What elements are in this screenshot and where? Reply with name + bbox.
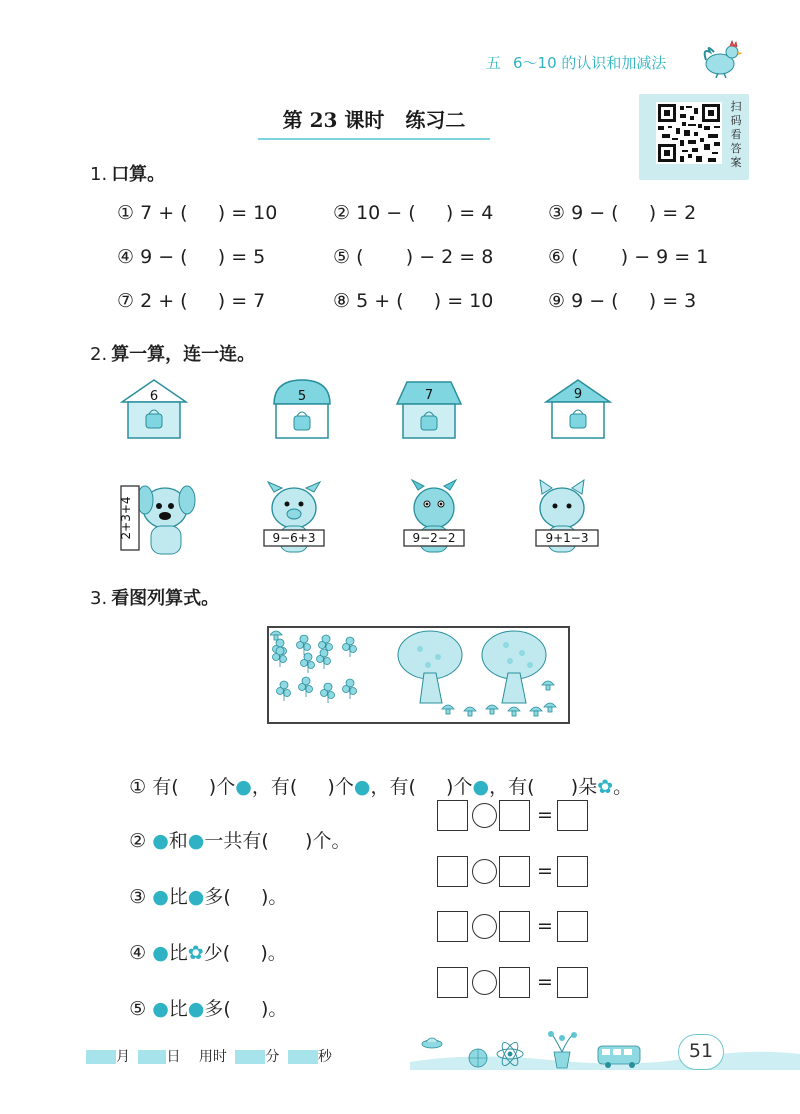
q3-sub-2: ② ●和●一共有( )个。 xyxy=(129,830,351,852)
question-3-heading: 3. 看图列算式。 xyxy=(90,588,220,609)
lesson-number: 第 23 课时 xyxy=(282,108,385,132)
q1-item-1: ① 7 + ( ) = 10 xyxy=(117,202,278,224)
lesson-title xyxy=(258,104,490,133)
minute-blank[interactable] xyxy=(235,1050,265,1064)
house-1[interactable] xyxy=(118,378,190,440)
qr-caption: 扫 码 看 答 案 xyxy=(730,100,742,169)
q1-item-7: ⑦ 2 + ( ) = 7 xyxy=(117,290,266,312)
card-3-expression: 9−2−2 xyxy=(412,531,456,545)
pear-icon: ● xyxy=(152,998,169,1020)
cat-card-4[interactable] xyxy=(528,478,604,560)
month-blank[interactable] xyxy=(86,1050,116,1064)
apple-icon: ● xyxy=(187,830,205,852)
tree-1 xyxy=(398,631,462,703)
mushroom-icon: ● xyxy=(235,776,252,798)
day-blank[interactable] xyxy=(138,1050,166,1064)
title-underline xyxy=(258,138,490,140)
card-1-expression: 2+3+4 xyxy=(119,496,133,540)
pig-card-2[interactable] xyxy=(258,478,330,560)
globe-icon xyxy=(469,1049,487,1067)
q1-item-2: ② 10 − ( ) = 4 xyxy=(333,202,494,224)
goat-card-3[interactable] xyxy=(398,478,470,560)
house-1-number: 6 xyxy=(149,389,159,404)
ufo-icon xyxy=(422,1038,442,1048)
q3-sub-3: ③ ●比●多( )。 xyxy=(129,886,288,908)
tree-2 xyxy=(482,631,546,703)
rooster-icon xyxy=(700,38,744,78)
picture-scene xyxy=(270,629,567,721)
q3-5-box-1[interactable] xyxy=(437,967,468,998)
date-time-bar: 月 日 用时 分 秒 xyxy=(86,1046,332,1066)
mushroom-icon: ● xyxy=(152,886,169,908)
flower-icon: ✿ xyxy=(597,776,614,798)
q3-sub-5: ⑤ ●比●多( )。 xyxy=(129,998,288,1020)
q1-item-9: ⑨ 9 − ( ) = 3 xyxy=(548,290,697,312)
q3-4-answer-box[interactable] xyxy=(557,911,588,942)
q3-2-operator[interactable] xyxy=(472,803,497,828)
lesson-name: 练习二 xyxy=(405,108,466,132)
house-3-number: 7 xyxy=(424,388,434,403)
apple-icon: ● xyxy=(152,942,169,964)
house-2[interactable] xyxy=(266,378,338,440)
apple-icon: ● xyxy=(187,998,205,1020)
chapter-number: 五 xyxy=(486,54,502,72)
house-2-number: 5 xyxy=(297,389,307,404)
q3-4-operator[interactable] xyxy=(472,914,497,939)
house-4[interactable] xyxy=(542,378,614,440)
q3-3-box-1[interactable] xyxy=(437,856,468,887)
q3-4-box-2[interactable] xyxy=(499,911,530,942)
q1-item-6: ⑥ ( ) − 9 = 1 xyxy=(548,246,709,268)
qr-code-icon[interactable] xyxy=(656,102,722,164)
q3-5-equals: = xyxy=(537,971,553,993)
second-blank[interactable] xyxy=(288,1050,318,1064)
q1-item-8: ⑧ 5 + ( ) = 10 xyxy=(333,290,494,312)
question-2-heading: 2. 算一算，连一连。 xyxy=(90,344,256,365)
q3-5-operator[interactable] xyxy=(472,970,497,995)
card-2-expression: 9−6+3 xyxy=(272,531,316,545)
chapter-heading xyxy=(486,52,678,73)
pear-icon: ● xyxy=(187,886,205,908)
page-number: 51 xyxy=(678,1034,724,1070)
q1-item-4: ④ 9 − ( ) = 5 xyxy=(117,246,266,268)
q3-4-equals: = xyxy=(537,915,553,937)
q3-2-box-2[interactable] xyxy=(499,800,530,831)
card-4-expression: 9+1−3 xyxy=(545,531,589,545)
q3-sub-4: ④ ●比✿少( )。 xyxy=(129,942,287,964)
flower-icon: ✿ xyxy=(187,942,204,964)
q3-3-box-2[interactable] xyxy=(499,856,530,887)
q3-5-box-2[interactable] xyxy=(499,967,530,998)
q3-3-equals: = xyxy=(537,860,553,882)
q3-2-answer-box[interactable] xyxy=(557,800,588,831)
house-4-number: 9 xyxy=(573,387,583,402)
q3-3-answer-box[interactable] xyxy=(557,856,588,887)
q3-3-operator[interactable] xyxy=(472,859,497,884)
q3-2-box-1[interactable] xyxy=(437,800,468,831)
pear-icon: ● xyxy=(472,776,490,798)
apple-icon: ● xyxy=(353,776,371,798)
footer-decoration xyxy=(410,1030,800,1070)
q3-2-equals: = xyxy=(537,804,553,826)
chapter-title: 6～10 的认识和加减法 xyxy=(513,54,667,72)
q3-sub-1: ① 有( )个●，有( )个●，有( )个●，有( )朵✿。 xyxy=(129,776,633,798)
house-3[interactable] xyxy=(393,378,465,440)
mushroom-icon: ● xyxy=(152,830,169,852)
q3-4-box-1[interactable] xyxy=(437,911,468,942)
question-1-heading: 1. 口算。 xyxy=(90,164,166,185)
q1-item-5: ⑤ ( ) − 2 = 8 xyxy=(333,246,494,268)
q3-5-answer-box[interactable] xyxy=(557,967,588,998)
q1-item-3: ③ 9 − ( ) = 2 xyxy=(548,202,697,224)
dog-card-1[interactable] xyxy=(115,478,205,560)
